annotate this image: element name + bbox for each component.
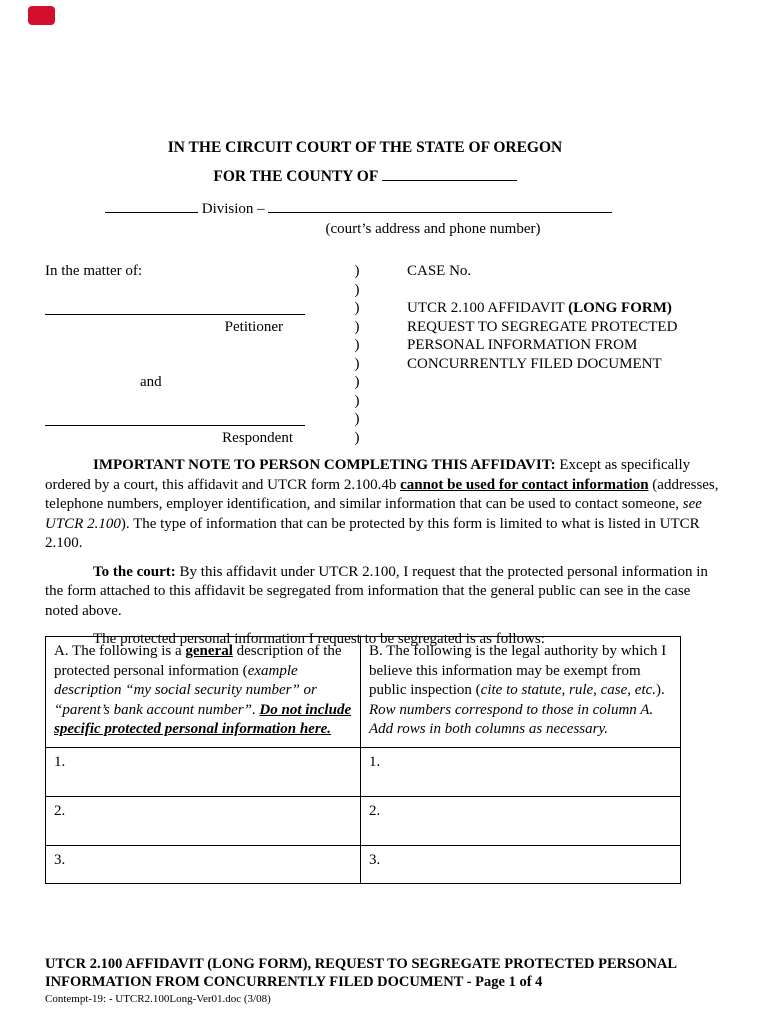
body-text	[45, 456, 725, 650]
table-cell-a1[interactable]	[46, 748, 361, 796]
respondent-name-line	[45, 410, 307, 429]
protected-info-table	[45, 636, 681, 884]
caption-parties-column	[45, 262, 307, 447]
county-label: FOR THE COUNTY OF	[213, 168, 378, 185]
col-a-general: general	[185, 643, 233, 659]
caption-paren: )	[354, 263, 360, 279]
caption-case-column	[407, 262, 705, 447]
caption-paren: )	[354, 318, 360, 335]
col-b-row-numbers-note: Row numbers correspond to those in column A. Add rows in both columns as necessary.	[369, 701, 654, 737]
caption-paren: )	[354, 411, 360, 427]
row-number-label: 3.	[54, 851, 66, 868]
division-line	[45, 199, 685, 218]
table-header-column-b	[361, 637, 680, 747]
document-title-long-form: (LONG FORM)	[568, 300, 672, 316]
table-cell-a3[interactable]	[46, 846, 361, 883]
note-see-utcr: see UTCR 2.100	[45, 496, 702, 532]
and-label: and	[140, 374, 162, 390]
col-a-text-1: A. The following is a	[54, 643, 186, 659]
caption-paren: )	[354, 392, 360, 409]
col-b-text-1: B. The following is the legal authority by which I believe this information may be exempt from public inspection (	[369, 643, 667, 698]
document-title-pre: UTCR 2.100 AFFIDAVIT	[407, 300, 569, 316]
row-number-label: 3.	[369, 851, 381, 868]
petitioner-name-blank[interactable]	[45, 314, 305, 315]
table-row	[46, 797, 680, 846]
row-number-label: 2.	[54, 802, 66, 819]
respondent-label: Respondent	[222, 429, 293, 446]
footer-title-line2: INFORMATION FROM CONCURRENTLY FILED DOCUMENT - Page 1 of 4	[45, 973, 543, 990]
col-b-text-2: ).	[656, 682, 665, 698]
col-a-example: example description “my social security number” or “parent’s bank account number”	[54, 662, 317, 718]
table-header-column-a	[46, 637, 361, 747]
note-text-1: Except as specifically ordered by a court, this affidavit and UTCR form 2.100.4b	[45, 457, 691, 493]
footer-doc-reference: Contempt-19: - UTCR2.100Long-Ver01.doc (3/08)	[45, 993, 271, 1005]
in-the-matter-label: In the matter of:	[45, 263, 143, 279]
division-name-blank[interactable]	[105, 199, 198, 213]
to-the-court-paragraph	[45, 563, 725, 622]
document-title-line1	[407, 299, 705, 318]
caption-paren: )	[354, 281, 360, 298]
col-b-cite: cite to statute, rule, case, etc.	[480, 682, 657, 698]
caption-paren: )	[354, 300, 360, 316]
document-title-line2: REQUEST TO SEGREGATE PROTECTED	[407, 318, 678, 335]
caption-paren: )	[354, 355, 360, 372]
note-text-2: (addresses, telephone numbers, employer identification, and similar information that can be used to contact someone,	[45, 476, 719, 512]
important-note-lead: IMPORTANT NOTE TO PERSON COMPLETING THIS AFFIDAVIT:	[93, 457, 556, 473]
table-cell-a2[interactable]	[46, 797, 361, 845]
county-blank[interactable]	[382, 167, 517, 181]
col-a-do-not-include: Do not include specific protected personal information here.	[54, 701, 352, 737]
note-cannot-be-used: cannot be used for contact information	[400, 476, 649, 493]
document-title-line3: PERSONAL INFORMATION FROM	[407, 337, 638, 353]
table-header-row	[46, 637, 680, 748]
petitioner-label: Petitioner	[224, 318, 283, 335]
table-row	[46, 846, 680, 884]
col-a-text-2: description of the protected personal information (	[54, 643, 342, 679]
caption-paren: )	[354, 374, 360, 390]
row-number-label: 1.	[54, 753, 66, 770]
address-note: (court’s address and phone number)	[325, 221, 541, 237]
page-footer	[45, 956, 725, 1005]
petitioner-name-line	[45, 299, 307, 318]
note-text-3: ). The type of information that can be protected by this form is limited to what is listed in UTCR 2.100.	[45, 515, 700, 551]
row-number-label: 1.	[369, 753, 381, 770]
county-line	[45, 167, 685, 186]
table-row	[46, 748, 680, 797]
court-title: IN THE CIRCUIT COURT OF THE STATE OF OREGON	[167, 139, 563, 156]
to-the-court-lead: To the court:	[93, 563, 176, 580]
table-intro-paragraph: The protected personal information I request to be segregated is as follows:	[93, 631, 545, 647]
red-logo-mark	[28, 6, 55, 25]
case-caption	[45, 262, 705, 447]
important-note-paragraph	[45, 456, 725, 554]
court-header	[45, 139, 685, 238]
to-the-court-text: By this affidavit under UTCR 2.100, I request that the protected personal information in the form attached to this affidavit be segregated from information that the general public can see in the case noted above.	[45, 563, 708, 619]
col-a-text-3: .	[251, 701, 260, 718]
footer-title-line1: UTCR 2.100 AFFIDAVIT (LONG FORM), REQUEST TO SEGREGATE PROTECTED PERSONAL	[45, 956, 678, 972]
caption-paren: )	[354, 337, 360, 353]
respondent-name-blank[interactable]	[45, 425, 305, 426]
table-cell-b3[interactable]	[361, 846, 680, 883]
table-cell-b1[interactable]	[361, 748, 680, 796]
caption-paren-column	[307, 262, 407, 447]
court-address-blank[interactable]	[268, 199, 612, 213]
document-title-line4: CONCURRENTLY FILED DOCUMENT	[407, 355, 662, 372]
case-no-label: CASE No.	[407, 263, 472, 279]
caption-paren: )	[354, 429, 360, 446]
table-cell-b2[interactable]	[361, 797, 680, 845]
division-label: Division –	[198, 201, 269, 217]
row-number-label: 2.	[369, 802, 381, 819]
